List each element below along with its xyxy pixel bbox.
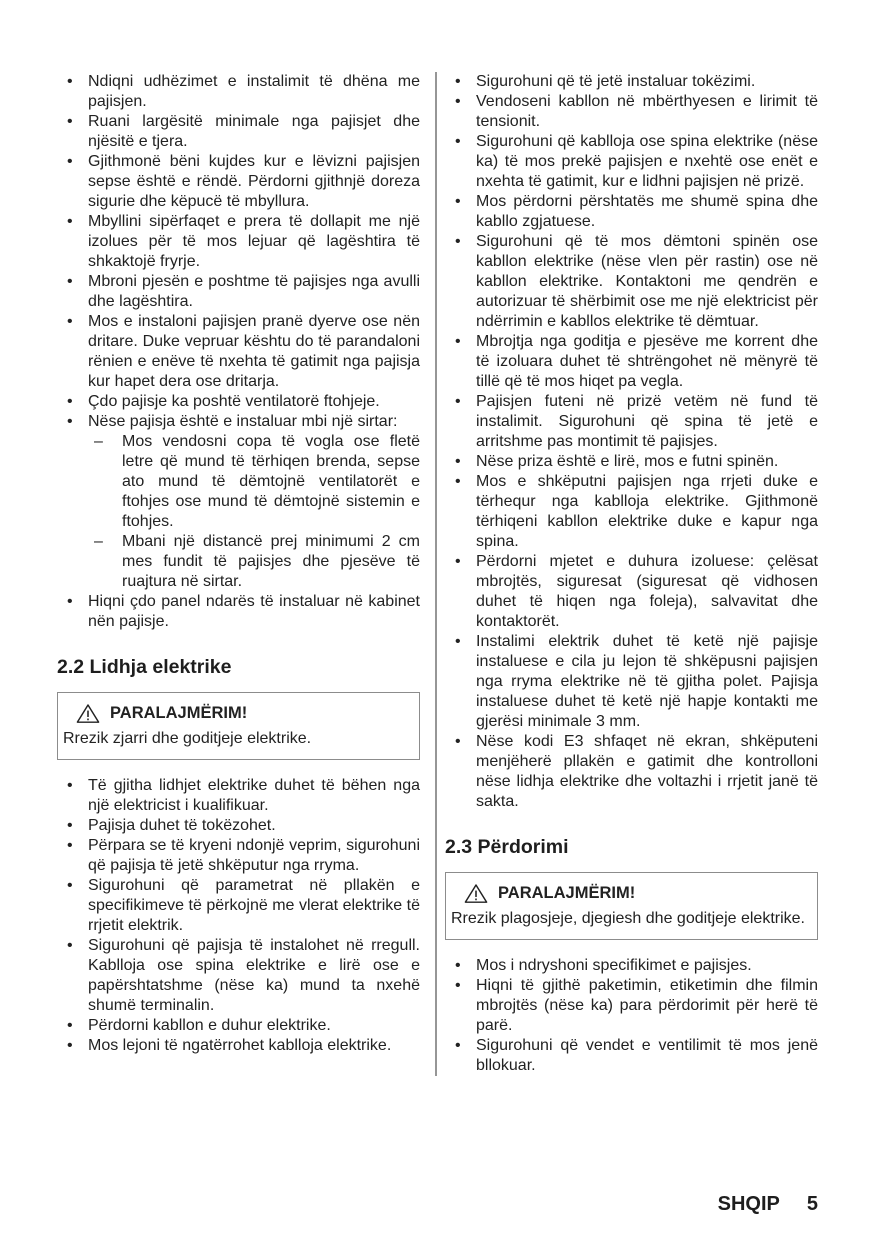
list-marker: •	[67, 153, 73, 170]
list-item	[57, 272, 420, 312]
warning-box-use	[445, 872, 818, 940]
list-item	[57, 876, 420, 936]
list-marker: •	[67, 1037, 73, 1054]
use-safety-list	[445, 956, 818, 1076]
list-item	[445, 472, 818, 552]
page-footer	[718, 1194, 818, 1214]
list-item	[57, 432, 420, 532]
list-item	[445, 132, 818, 192]
list-item-text: Përpara se të kryeni ndonjë veprim, sigurohuni që pajisja të jetë shkëputur nga rryma.	[88, 837, 420, 874]
list-item-text: Nëse pajisja është e instaluar mbi një sirtar:	[88, 413, 398, 430]
list-marker: –	[94, 533, 103, 550]
list-marker: •	[67, 273, 73, 290]
list-item-text: Hiqni çdo panel ndarës të instaluar në kabinet nën pajisje.	[88, 593, 420, 630]
list-item-text: Përdorni mjetet e duhura izoluese: çelësat mbrojtës, siguresat (siguresat që vidhosen duhet të hiqen nga foleja), salvavitat dhe kontaktorët.	[476, 553, 818, 630]
list-item	[445, 976, 818, 1036]
list-marker: •	[67, 413, 73, 430]
list-item-text: Vendoseni kabllon në mbërthyesen e lirimit të tensionit.	[476, 93, 818, 130]
list-marker: •	[67, 777, 73, 794]
list-item	[57, 412, 420, 432]
warning-text: Rrezik zjarri dhe goditjeje elektrike.	[63, 730, 312, 747]
warning-triangle-icon	[76, 703, 100, 724]
list-item	[445, 1036, 818, 1076]
list-item-text: Mbyllini sipërfaqet e prera të dollapit me një izolues për të mos lejuar që lagështira të shkaktojë fryrje.	[88, 213, 420, 270]
list-item-text: Mos i ndryshoni specifikimet e pajisjes.	[476, 957, 752, 974]
list-marker: •	[455, 133, 461, 150]
list-item	[445, 452, 818, 472]
section-heading-2-2: 2.2 Lidhja elektrike	[57, 656, 232, 678]
list-item-text: Nëse kodi E3 shfaqet në ekran, shkëputeni menjëherë pllakën e gatimit dhe kontrolloni nëse lidhja elektrike dhe voltazhi i rrjetit janë të sakta.	[476, 733, 818, 810]
list-item	[57, 212, 420, 272]
list-marker: •	[455, 633, 461, 650]
list-item	[57, 312, 420, 392]
list-item-text: Ndiqni udhëzimet e instalimit të dhëna me pajisjen.	[88, 73, 420, 110]
list-item-text: Mos përdorni përshtatës me shumë spina dhe kabllo zgjatuese.	[476, 193, 818, 230]
list-marker: •	[67, 313, 73, 330]
list-item	[445, 552, 818, 632]
list-marker: •	[67, 937, 73, 954]
warning-header	[63, 700, 411, 727]
list-item-text: Mbani një distancë prej minimumi 2 cm mes fundit të pajisjes dhe pjesëve të ruajtura në sirtar.	[122, 533, 420, 590]
list-item-text: Nëse priza është e lirë, mos e futni spinën.	[476, 453, 779, 470]
electrical-safety-list	[445, 72, 818, 812]
list-item-text: Pajisja duhet të tokëzohet.	[88, 817, 276, 834]
list-item-text: Sigurohuni që të jetë instaluar tokëzimi.	[476, 73, 756, 90]
list-item-text: Përdorni kabllon e duhur elektrike.	[88, 1017, 331, 1034]
section-heading-2-3: 2.3 Përdorimi	[445, 836, 569, 858]
list-item	[57, 592, 420, 632]
list-item-text: Mbroni pjesën e poshtme të pajisjes nga avulli dhe lagështira.	[88, 273, 420, 310]
list-marker: •	[67, 1017, 73, 1034]
list-item	[445, 332, 818, 392]
list-item-text: Të gjitha lidhjet elektrike duhet të bëhen nga një elektricist i kualifikuar.	[88, 777, 420, 814]
list-marker: –	[94, 433, 103, 450]
right-column	[445, 72, 818, 1076]
list-marker: •	[67, 593, 73, 610]
list-item	[57, 72, 420, 112]
electrical-connection-list	[57, 776, 420, 1056]
list-marker: •	[67, 837, 73, 854]
list-marker: •	[455, 1037, 461, 1054]
list-marker: •	[455, 193, 461, 210]
list-item	[445, 232, 818, 332]
list-marker: •	[67, 393, 73, 410]
list-item-text: Instalimi elektrik duhet të ketë një pajisje instaluese e cila ju lejon të shkëpusni pajisjen nga rryma elektrike në të gjitha polet. Pajisja instaluese duhet të ketë një hapje kontakti me gjerësi minimale 3 mm.	[476, 633, 818, 730]
left-column	[57, 72, 420, 1076]
list-item	[445, 632, 818, 732]
list-item-text: Pajisjen futeni në prizë vetëm në fund të instalimit. Sigurohuni që spina të jetë e arritshme pas montimit të pajisjes.	[476, 393, 818, 450]
list-marker: •	[455, 393, 461, 410]
page-number: 5	[806, 1193, 818, 1215]
warning-title: PARALAJMËRIM!	[110, 704, 248, 722]
list-item	[57, 836, 420, 876]
list-item	[57, 936, 420, 1016]
list-item	[57, 816, 420, 836]
list-item-text: Sigurohuni që parametrat në pllakën e specifikimeve të përkojnë me vlerat elektrike të rrjetit elektrik.	[88, 877, 420, 934]
list-marker: •	[67, 817, 73, 834]
list-item-text: Mbrojtja nga goditja e pjesëve me korrent dhe të izoluara duhet të shtrëngohet në mënyrë të tillë që të mos hiqet pa vegla.	[476, 333, 818, 390]
list-item	[445, 732, 818, 812]
list-item	[57, 112, 420, 152]
list-item-text: Mos lejoni të ngatërrohet kablloja elektrike.	[88, 1037, 392, 1054]
list-item	[445, 192, 818, 232]
list-item-text: Sigurohuni që pajisja të instalohet në rregull. Kablloja ose spina elektrike e lirë ose e papërshtatshme (nëse ka) mund ta nxehë shumë terminalin.	[88, 937, 420, 1014]
list-marker: •	[455, 73, 461, 90]
list-item-text: Mos vendosni copa të vogla ose fletë letre që mund të tërhiqen brenda, sepse ato mund të dëmtojnë ventilatorët e ftohjes ose mund të dëmtojnë sistemin e ftohjes.	[122, 433, 420, 530]
list-marker: •	[455, 733, 461, 750]
list-item-text: Çdo pajisje ka poshtë ventilatorë ftohjeje.	[88, 393, 380, 410]
list-marker: •	[455, 333, 461, 350]
list-marker: •	[455, 233, 461, 250]
list-item	[57, 776, 420, 816]
list-item	[57, 392, 420, 412]
list-marker: •	[455, 957, 461, 974]
warning-text: Rrezik plagosjeje, djegiesh dhe goditjeje elektrike.	[451, 910, 805, 927]
list-item-text: Gjithmonë bëni kujdes kur e lëvizni pajisjen sepse është e rëndë. Përdorni gjithnjë doreza sigurie dhe këpucë të mbyllura.	[88, 153, 420, 210]
list-item	[57, 152, 420, 212]
language-label: SHQIP	[717, 1193, 780, 1215]
list-item-text: Sigurohuni që kablloja ose spina elektrike (nëse ka) të mos prekë pajisjen e nxehtë ose enët e nxehta të gatimit, kur e lidhni pajisjen në prizë.	[476, 133, 818, 190]
list-item	[445, 92, 818, 132]
list-item	[57, 1036, 420, 1056]
list-item-text: Sigurohuni që të mos dëmtoni spinën ose kabllon elektrike (nëse vlen për rastin) ose në kabllon elektrike. Kontaktoni me qendrën e autorizuar të shërbimit ose me një elektricist për ndërrimin e kabllos elektrike të dëmtuar.	[476, 233, 818, 330]
list-item-text: Mos e shkëputni pajisjen nga rrjeti duke e tërhequr nga kablloja elektrike. Gjithmonë tërhiqeni kabllon elektrike duke e kapur nga spina.	[476, 473, 818, 550]
list-item-text: Sigurohuni që vendet e ventilimit të mos jenë bllokuar.	[476, 1037, 818, 1074]
list-marker: •	[455, 473, 461, 490]
list-item-text: Mos e instaloni pajisjen pranë dyerve ose nën dritare. Duke vepruar kështu do të parandaloni rënien e enëve të nxehta të gatimit nga pajisja kur hapet dera ose dritarja.	[88, 313, 420, 390]
list-item	[445, 72, 818, 92]
list-item	[57, 532, 420, 592]
warning-title: PARALAJMËRIM!	[498, 884, 636, 902]
warning-triangle-icon	[464, 883, 488, 904]
list-marker: •	[455, 93, 461, 110]
list-item-text: Hiqni të gjithë paketimin, etiketimin dhe filmin mbrojtës (nëse ka) para përdorimit për herë të parë.	[476, 977, 818, 1034]
list-marker: •	[455, 977, 461, 994]
installation-safety-list	[57, 72, 420, 632]
warning-header	[451, 880, 809, 907]
list-marker: •	[67, 213, 73, 230]
list-marker: •	[67, 113, 73, 130]
list-item-text: Ruani largësitë minimale nga pajisjet dhe njësitë e tjera.	[88, 113, 420, 150]
column-divider	[435, 72, 437, 1076]
list-item	[445, 956, 818, 976]
warning-box-electrical-connection	[57, 692, 420, 760]
list-marker: •	[67, 73, 73, 90]
list-marker: •	[455, 453, 461, 470]
list-marker: •	[67, 877, 73, 894]
list-marker: •	[455, 553, 461, 570]
list-item	[57, 1016, 420, 1036]
list-item	[445, 392, 818, 452]
